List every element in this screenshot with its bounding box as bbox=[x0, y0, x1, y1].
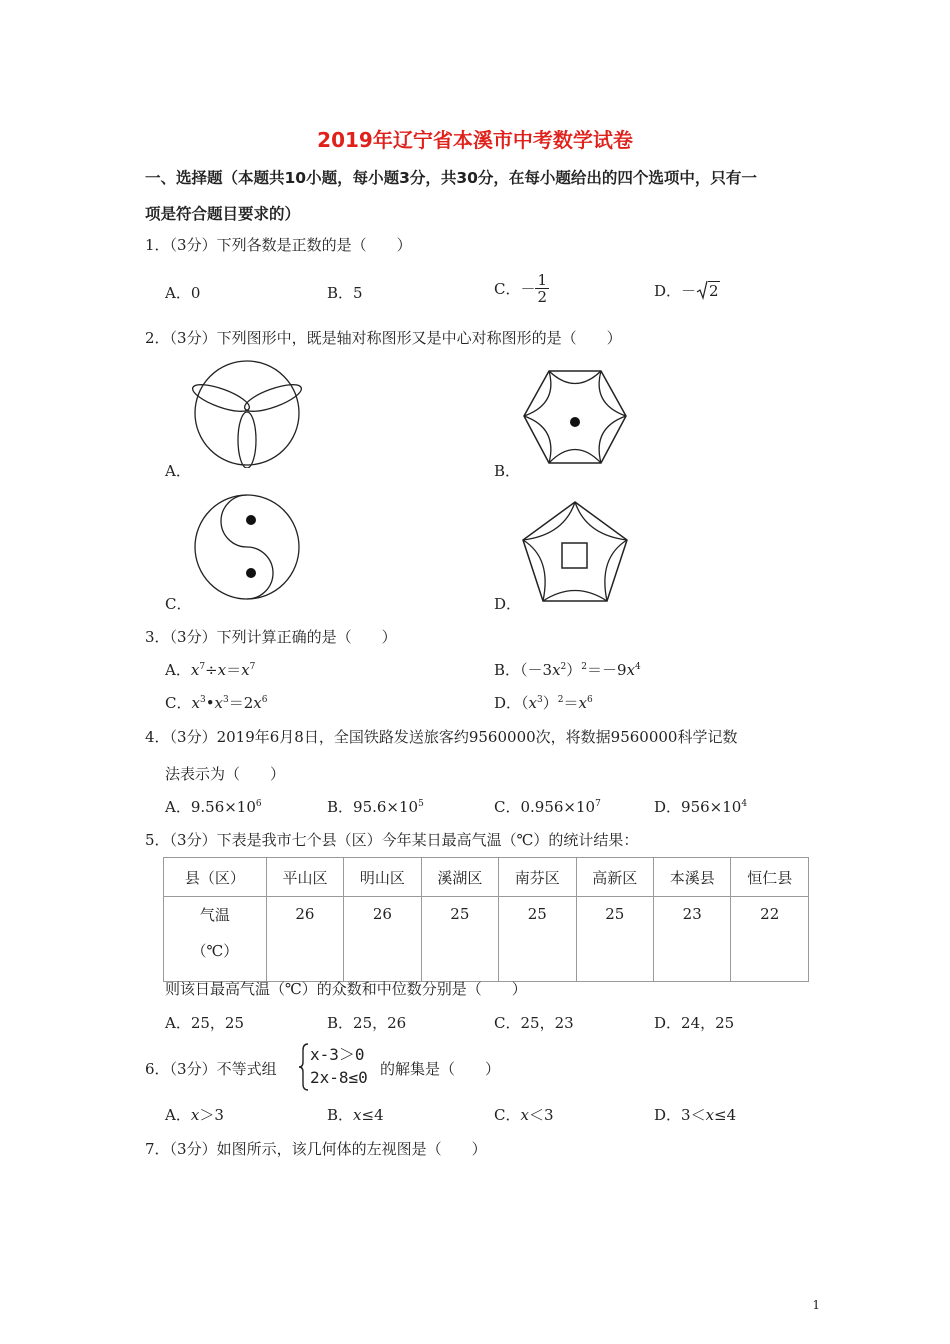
q6-option-d bbox=[654, 1104, 736, 1125]
q2-option-d: D． bbox=[494, 595, 522, 613]
table-header-cell: 溪湖区 bbox=[421, 858, 498, 897]
figure-d-pentagon-arcs bbox=[520, 500, 630, 604]
q1-option-b: B．5 bbox=[327, 284, 363, 302]
q4-stem-line2: 法表示为（ ） bbox=[165, 765, 286, 783]
table-cell: 25 bbox=[499, 897, 576, 982]
q6-stem-suffix: 的解集是（ ） bbox=[380, 1060, 501, 1078]
q2-option-c: C． bbox=[165, 595, 192, 613]
table-row-label bbox=[164, 897, 267, 982]
q1-stem: 1．（3分）下列各数是正数的是（ ） bbox=[145, 236, 412, 254]
q3-option-d: D．$(x^3)^2=x^6$ bbox=[494, 694, 593, 712]
table-cell: 26 bbox=[344, 897, 421, 982]
q3-stem: 3．（3分）下列计算正确的是（ ） bbox=[145, 628, 397, 646]
figure-a-circle-three-arcs bbox=[192, 358, 302, 468]
q2-option-b: B． bbox=[494, 462, 521, 480]
q5-option-a: A．25，25 bbox=[165, 1014, 245, 1032]
q6-option-c bbox=[494, 1104, 554, 1125]
q5-followup: 则该日最高气温（℃）的众数和中位数分别是（ ） bbox=[165, 980, 527, 998]
q6-option-a-rest: ＞3 bbox=[199, 1106, 224, 1124]
q4-option-b bbox=[327, 796, 424, 817]
q1-option-a: A．0 bbox=[165, 284, 201, 302]
q3-option-a: A．$x^7\div x=x^7$ bbox=[165, 661, 256, 679]
figure-b-hexagon-arcs bbox=[522, 368, 628, 468]
q1-radicand: 2 bbox=[709, 282, 719, 300]
q2-option-a: A． bbox=[165, 462, 191, 480]
q4-option-c-exp: 7 bbox=[595, 799, 601, 809]
q6-option-c-var: x bbox=[520, 1106, 529, 1124]
q4-option-a-exp: 6 bbox=[255, 799, 262, 809]
table-header-cell: 本溪县 bbox=[653, 858, 730, 897]
table-header-cell: 平山区 bbox=[266, 858, 343, 897]
q6-option-d-var: x bbox=[705, 1106, 715, 1124]
q7-stem: 7．（3分）如图所示，该几何体的左视图是（ ） bbox=[145, 1140, 487, 1158]
table-header-cell: 县（区） bbox=[164, 858, 267, 897]
q3-option-b-label: B． bbox=[494, 661, 521, 679]
table-header-row bbox=[164, 858, 809, 897]
table-cell: 26 bbox=[266, 897, 343, 982]
q6-option-a-label: A． bbox=[165, 1106, 191, 1124]
q6-option-a-var: x bbox=[190, 1106, 200, 1124]
q1-fraction-denominator: 2 bbox=[537, 288, 548, 306]
figure-c-yin-yang bbox=[192, 492, 302, 602]
q1-fraction bbox=[535, 272, 549, 305]
q1-fraction-numerator: 1 bbox=[537, 271, 548, 289]
inequality-line2: 2x-8≤0 bbox=[310, 1068, 368, 1087]
section-heading-line1: 一、选择题（本题共10小题，每小题3分，共30分，在每小题给出的四个选项中，只有一 bbox=[145, 169, 757, 187]
left-brace-icon bbox=[298, 1042, 310, 1092]
q1-option-d-prefix: D．－ bbox=[654, 282, 697, 300]
q6-option-b-rest: ≤4 bbox=[361, 1106, 384, 1124]
page-number: 1 bbox=[812, 1298, 820, 1312]
section-heading-line2: 项是符合题目要求的） bbox=[145, 205, 301, 223]
q4-stem-line1: 4．（3分）2019年6月8日，全国铁路发送旅客约9560000次，将数据9560000科学记数 bbox=[145, 728, 738, 746]
q1-option-d bbox=[654, 280, 720, 301]
q4-option-a-text: A．9.56×10 bbox=[165, 798, 256, 816]
q6-option-b-label: B． bbox=[327, 1106, 354, 1124]
q4-option-b-exp: 5 bbox=[418, 799, 424, 809]
q6-option-b bbox=[327, 1104, 384, 1125]
inequality-system bbox=[298, 1042, 382, 1092]
q3-option-c: C．$x^3•x^3=2x^6$ bbox=[165, 694, 268, 712]
table-header-cell: 南芬区 bbox=[499, 858, 576, 897]
q6-option-c-rest: ＜3 bbox=[528, 1106, 554, 1124]
q4-option-d-text: D．956×10 bbox=[654, 798, 742, 816]
q5-option-b: B．25，26 bbox=[327, 1014, 407, 1032]
table-row bbox=[164, 897, 809, 982]
q6-stem-prefix: 6．（3分）不等式组 bbox=[145, 1060, 277, 1078]
table-header-cell: 高新区 bbox=[576, 858, 653, 897]
q4-option-d-exp: 4 bbox=[741, 799, 748, 809]
q5-option-c: C．25，23 bbox=[494, 1014, 574, 1032]
q6-option-b-var: x bbox=[353, 1106, 362, 1124]
q1-option-c-prefix: C．－ bbox=[494, 280, 536, 298]
table-header-cell: 明山区 bbox=[344, 858, 421, 897]
q6-option-d-rest: ≤4 bbox=[714, 1106, 737, 1124]
inequality-line1: x-3＞0 bbox=[310, 1045, 365, 1064]
row-label-line2: （℃） bbox=[191, 942, 239, 960]
table-cell: 22 bbox=[731, 897, 809, 982]
table-header-cell: 恒仁县 bbox=[731, 858, 809, 897]
q2-stem: 2．（3分）下列图形中，既是轴对称图形又是中心对称图形的是（ ） bbox=[145, 329, 622, 347]
q5-stem: 5．（3分）下表是我市七个县（区）今年某日最高气温（℃）的统计结果： bbox=[145, 831, 639, 849]
q6-option-d-label: D．3＜ bbox=[654, 1106, 706, 1124]
q1-option-c bbox=[494, 272, 549, 305]
q4-option-c-text: C．0.956×10 bbox=[494, 798, 596, 816]
q3-option-d-label: D． bbox=[494, 694, 522, 712]
table-cell: 25 bbox=[421, 897, 498, 982]
q6-option-c-label: C． bbox=[494, 1106, 521, 1124]
q3-option-b: B．$(-3x^2)^2=-9x^4$ bbox=[494, 661, 641, 679]
row-label-line1: 气温 bbox=[199, 906, 230, 924]
page-title: 2019年辽宁省本溪市中考数学试卷 bbox=[317, 128, 633, 152]
table-cell: 23 bbox=[653, 897, 730, 982]
q4-option-d bbox=[654, 796, 747, 817]
temperature-table bbox=[163, 857, 809, 982]
sqrt-icon bbox=[696, 280, 708, 300]
q5-option-d: D．24，25 bbox=[654, 1014, 735, 1032]
table-cell: 25 bbox=[576, 897, 653, 982]
q6-option-a bbox=[165, 1104, 224, 1125]
q4-option-a bbox=[165, 796, 262, 817]
q3-option-a-label: A． bbox=[165, 661, 191, 679]
q4-option-c bbox=[494, 796, 601, 817]
q4-option-b-text: B．95.6×10 bbox=[327, 798, 419, 816]
q3-option-c-label: C． bbox=[165, 694, 192, 712]
